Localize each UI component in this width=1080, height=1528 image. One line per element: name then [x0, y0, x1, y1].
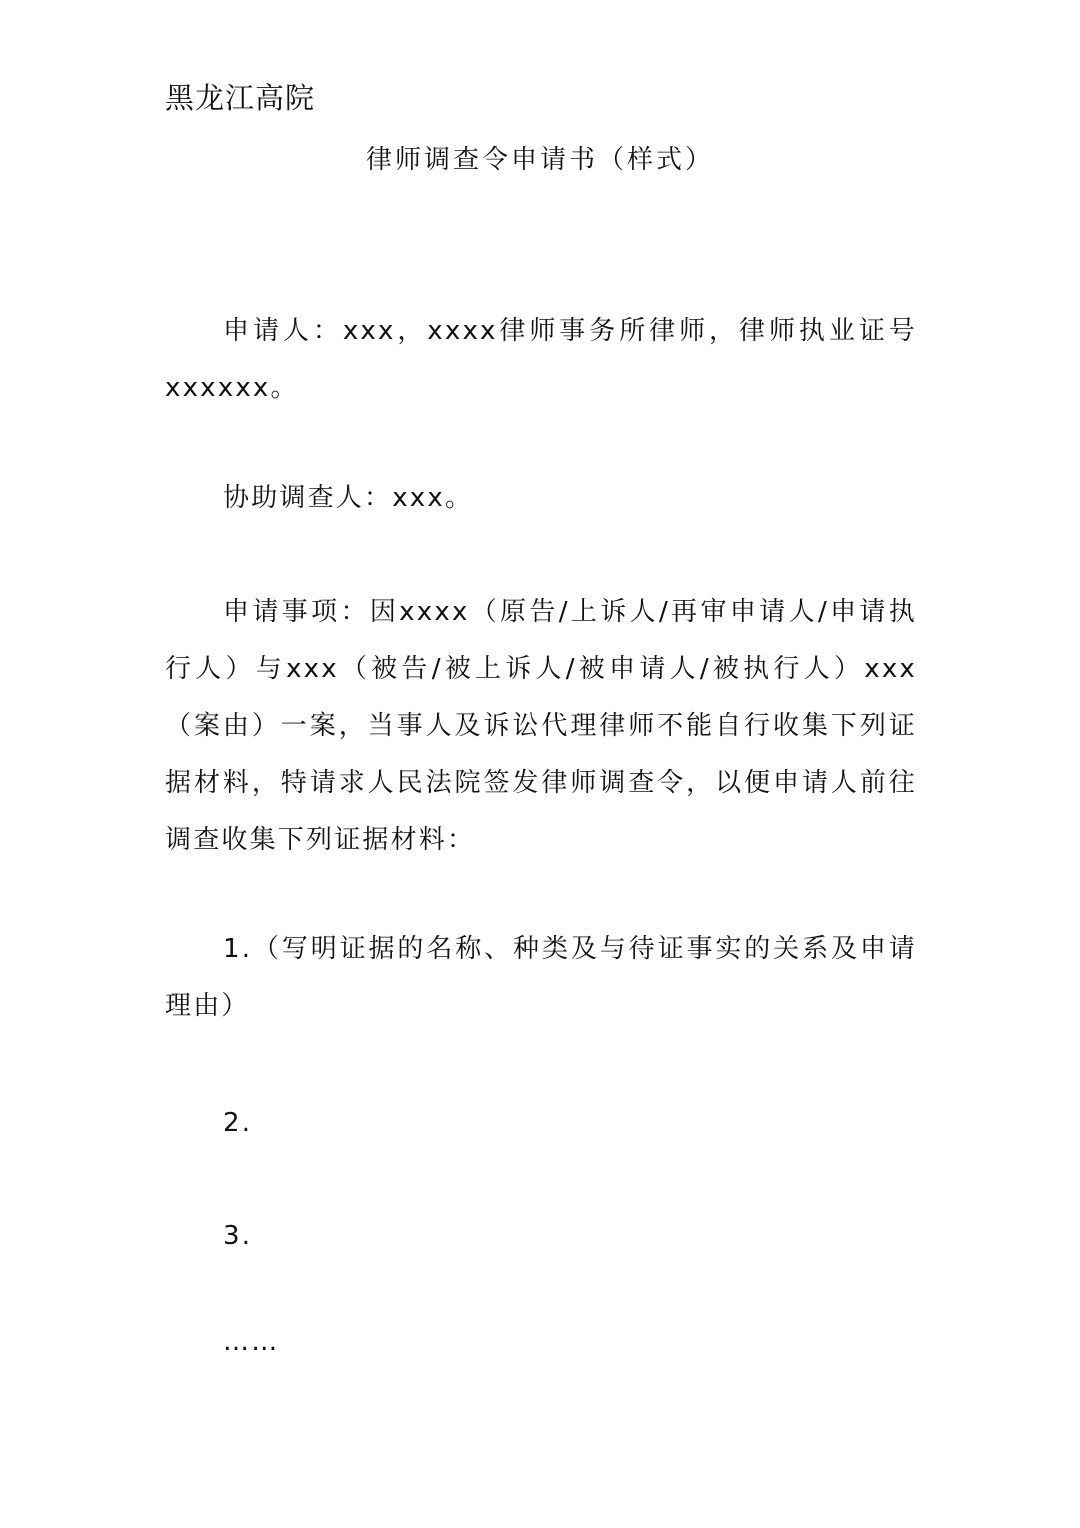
document-title: 律师调查令申请书（样式） — [365, 145, 714, 175]
matters-paragraph: 申请事项：因xxxx（原告/上诉人/再审申请人/申请执行人）与xxx（被告/被上诉人/被申请人/被执行人）xxx（案由）一案，当事人及诉讼代理律师不能自行收集下列证据材料，特请求人民法院签发律师调查令，以便申请人前往调查收集下列证据材料： — [165, 597, 917, 855]
evidence-item-3: 3. — [223, 1221, 253, 1251]
source-label: 黑龙江高院 — [165, 81, 316, 115]
applicant-paragraph: 申请人：xxx，xxxx律师事务所律师，律师执业证号xxxxxx。 — [165, 316, 917, 403]
evidence-item-2: 2. — [223, 1108, 253, 1138]
evidence-item-more: …… — [223, 1327, 280, 1357]
evidence-item-1: 1.（写明证据的名称、种类及与待证事实的关系及申请理由） — [165, 934, 917, 1021]
assistant-paragraph: 协助调查人：xxx。 — [223, 483, 474, 513]
